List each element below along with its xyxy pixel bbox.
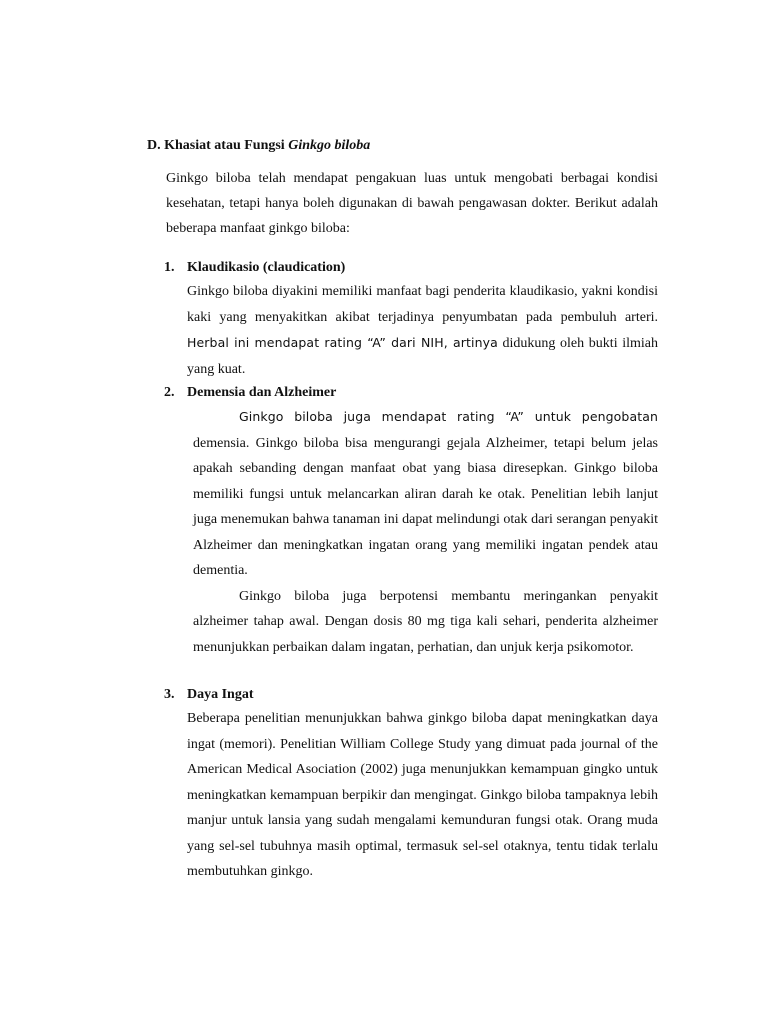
- section-heading-text: D. Khasiat atau Fungsi: [147, 138, 289, 153]
- list-item-body-text: didukung oleh bukti ilmiah yang kuat.: [187, 336, 659, 377]
- list-item-body-text: Ginkgo biloba diyakini memiliki manfaat bagi penderita klaudikasio, yakni kondisi kaki yang menyakitkan akibat terjadinya penyumbatan pada pembuluh arteri.: [187, 284, 658, 325]
- list-item-title-text: Demensia dan Alzheimer: [187, 385, 337, 400]
- section-heading-italic: Ginkgo biloba: [288, 138, 371, 153]
- section-heading: [147, 136, 370, 156]
- list-item-number: 3.: [164, 687, 175, 702]
- intro-paragraph: Ginkgo biloba telah mendapat pengakuan luas untuk mengobati berbagai kondisi kesehatan, tetapi hanya boleh digunakan di bawah pengawasan dokter. Berikut adalah beberapa manfaat ginkgo biloba:: [166, 171, 658, 236]
- list-item-body: [193, 404, 658, 660]
- list-item-number: 2.: [164, 385, 175, 400]
- list-item-title: [164, 685, 254, 705]
- list-item-body: Beberapa penelitian menunjukkan bahwa ginkgo biloba dapat meningkatkan daya ingat (memori). Penelitian William College Study yang dimuat pada journal of the American Medical Asociation (2002) juga menunjukkan kemampuan gingko untuk meningkatkan kemampuan berpikir dan mengingat. Ginkgo biloba tampaknya lebih manjur untuk lansia yang sudah mengalami kemunduran fungsi otak. Orang muda yang sel-sel tubuhnya masih optimal, termasuk sel-sel otaknya, tentu tidak terlalu membutuhkan ginkgo.: [187, 711, 658, 879]
- list-item-paragraph: [193, 404, 658, 584]
- list-item-body-text: Ginkgo biloba juga mendapat rating “A” untuk pengobatan: [239, 409, 658, 424]
- list-item-title-text: Klaudikasio (claudication): [187, 260, 346, 275]
- list-item-body: [187, 279, 658, 382]
- list-item-body-text: demensia. Ginkgo biloba bisa mengurangi gejala Alzheimer, tetapi belum jelas apakah sebanding dengan manfaat obat yang biasa diresepkan. Ginkgo biloba memiliki fungsi untuk melancarkan aliran darah ke otak. Penelitian lebih lanjut juga menemukan bahwa tanaman ini dapat melindungi otak dari serangan penyakit Alzheimer dan meningkatkan ingatan orang yang memiliki ingatan pendek atau dementia.: [193, 435, 658, 578]
- list-item-body-text: Herbal ini mendapat rating “A” dari NIH, artinya: [187, 335, 498, 350]
- list-item-number: 1.: [164, 260, 175, 275]
- list-item-title-text: Daya Ingat: [187, 687, 254, 702]
- list-item-title: [164, 258, 345, 278]
- list-item-paragraph: Ginkgo biloba juga berpotensi membantu meringankan penyakit alzheimer tahap awal. Dengan dosis 80 mg tiga kali sehari, penderita alzheimer menunjukkan perbaikan dalam ingatan, perhatian, dan unjuk kerja psikomotor.: [193, 588, 658, 655]
- list-item-title: [164, 383, 336, 403]
